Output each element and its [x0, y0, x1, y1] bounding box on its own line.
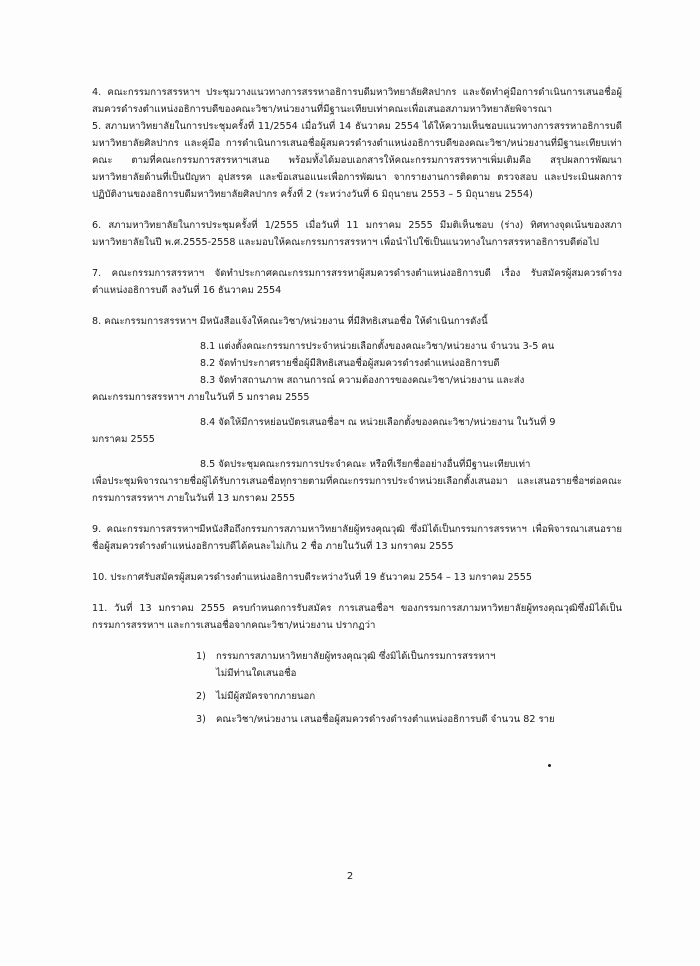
paragraph-7: 7. คณะกรรมการสรรหาฯ จัดทำประกาศคณะกรรมการสรรหาผู้สมควรดำรงตำแหน่งอธิการบดี เรื่อง รับสมัครผู้สมควรดำรงตำแหน่งอธิการบดี ลงวันที่ 16 ธันวาคม 2554 — [92, 268, 622, 296]
item-8-3-continuation: คณะกรรมการสรรหาฯ ภายในวันที่ 5 มกราคม 2555 — [92, 392, 310, 403]
item-8-4-first-line: 8.4 จัดให้มีการหย่อนบัตรเสนอชื่อฯ ณ หน่วยเลือกตั้งของคณะวิชา/หน่วยงาน ในวันที่ 9 — [200, 417, 556, 428]
list-item-number: 2) — [196, 691, 206, 702]
list-item — [92, 711, 622, 728]
item-8-2: 8.2 จัดทำประกาศรายชื่อผู้มีสิทธิเสนอชื่อผู้สมควรดำรงตำแหน่งอธิการบดี — [200, 358, 500, 369]
list-item-text: กรรมการสภามหาวิทยาลัยผู้ทรงคุณวุฒิ ซึ่งมิได้เป็นกรรมการสรรหาฯ — [216, 651, 496, 662]
paragraph-10: 10. ประกาศรับสมัครผู้สมควรดำรงตำแหน่งอธิการบดีระหว่างวันที่ 19 ธันวาคม 2554 – 13 มกราคม 2555 — [92, 572, 532, 583]
page-number: 2 — [346, 871, 354, 882]
item-8-3-first-line: 8.3 จัดทำสถานภาพ สถานการณ์ ความต้องการของคณะวิชา/หน่วยงาน และส่ง — [200, 375, 525, 386]
outcome-list — [92, 648, 622, 728]
item-8-5-continuation: เพื่อประชุมพิจารณารายชื่อผู้ได้รับการเสนอชื่อทุกรายตามที่คณะกรรมการประจำหน่วยเลือกตั้งเสนอมา และเสนอรายชื่อฯต่อคณะกรรมการสรรหาฯ ภายในวันที่ 13 มกราคม 2555 — [92, 476, 622, 504]
paragraph-4: 4. คณะกรรมการสรรหาฯ ประชุมวางแนวทางการสรรหาอธิการบดีมหาวิทยาลัยศิลปากร และจัดทำคู่มือการดำเนินการเสนอชื่อผู้สมควรดำรงตำแหน่งอธิการบดีของคณะวิชา/หน่วยงานที่มีฐานะเทียบเท่าคณะเพื่อเสนอสภามหาวิทยาลัยพิจารณา — [92, 87, 622, 115]
list-item-text: คณะวิชา/หน่วยงาน เสนอชื่อผู้สมควรดำรงดำรงตำแหน่งอธิการบดี จำนวน 82 ราย — [216, 714, 555, 725]
paragraph-5: 5. สภามหาวิทยาลัยในการประชุมครั้งที่ 11/2554 เมื่อวันที่ 14 ธันวาคม 2554 ได้ให้ความเห็นชอบแนวทางการสรรหาอธิการบดีมหาวิทยาลัยศิลปากร และคู่มือ การดำเนินการเสนอชื่อผู้สมควรดำรงตำแหน่งอธิการบดีของคณะวิชา/หน่วยงานที่มีฐานะเทียบเท่าคณะ ตามที่คณะกรรมการสรรหาฯเสนอ พร้อมทั้งได้มอบเอกสารให้คณะกรรมการสรรหาฯเพิ่มเติมคือ สรุปผลการพัฒนามหาวิทยาลัยด้านที่เป็นปัญหา อุปสรรค และข้อเสนอแนะเพื่อการพัฒนา จากรายงานการติดตาม ตรวจสอบ และประเมินผลการปฏิบัติงานของอธิการบดีมหาวิทยาลัยศิลปากร ครั้งที่ 2 (ระหว่างวันที่ 6 มิถุนายน 2553 – 5 มิถุนายน 2554) — [92, 121, 622, 200]
list-item-number: 3) — [196, 714, 206, 725]
ink-dot — [548, 764, 551, 767]
item-8-4-continuation: มกราคม 2555 — [92, 434, 155, 445]
list-item — [92, 648, 622, 682]
list-item-text-continuation: ไม่มีท่านใดเสนอชื่อ — [216, 668, 297, 679]
list-item-number: 1) — [196, 651, 206, 662]
item-8-1: 8.1 แต่งตั้งคณะกรรมการประจำหน่วยเลือกตั้งของคณะวิชา/หน่วยงาน จำนวน 3-5 คน — [200, 341, 555, 352]
list-item — [92, 688, 622, 705]
paragraph-9: 9. คณะกรรมการสรรหาฯมีหนังสือถึงกรรมการสภามหาวิทยาลัยผู้ทรงคุณวุฒิ ซึ่งมิได้เป็นกรรมการสรรหาฯ เพื่อพิจารณาเสนอรายชื่อผู้สมควรดำรงตำแหน่งอธิการบดีได้คนละไม่เกิน 2 ชื่อ ภายในวันที่ 13 มกราคม 2555 — [92, 524, 622, 552]
document-body — [92, 84, 622, 728]
list-item-text: ไม่มีผู้สมัครจากภายนอก — [216, 691, 316, 702]
paragraph-11: 11. วันที่ 13 มกราคม 2555 ครบกำหนดการรับสมัคร การเสนอชื่อฯ ของกรรมการสภามหาวิทยาลัยผู้ทรงคุณวุฒิซึ่งมิได้เป็นกรรมการสรรหาฯ และการเสนอชื่อจากคณะวิชา/หน่วยงาน ปรากฏว่า — [92, 603, 622, 631]
paragraph-8: 8. คณะกรรมการสรรหาฯ มีหนังสือแจ้งให้คณะวิชา/หน่วยงาน ที่มีสิทธิเสนอชื่อ ให้ดำเนินการดังนี้ — [92, 316, 488, 327]
item-8-5-first-line: 8.5 จัดประชุมคณะกรรมการประจำคณะ หรือที่เรียกชื่ออย่างอื่นที่มีฐานะเทียบเท่า — [200, 459, 531, 470]
paragraph-6: 6. สภามหาวิทยาลัยในการประชุมครั้งที่ 1/2555 เมื่อวันที่ 11 มกราคม 2555 มีมติเห็นชอบ (ร่าง) ทิศทางจุดเน้นของสภามหาวิทยาลัยในปี พ.ศ.2555-2558 และมอบให้คณะกรรมการสรรหาฯ เพื่อนำไปใช้เป็นแนวทางในการสรรหาอธิการบดีต่อไป — [92, 220, 622, 248]
